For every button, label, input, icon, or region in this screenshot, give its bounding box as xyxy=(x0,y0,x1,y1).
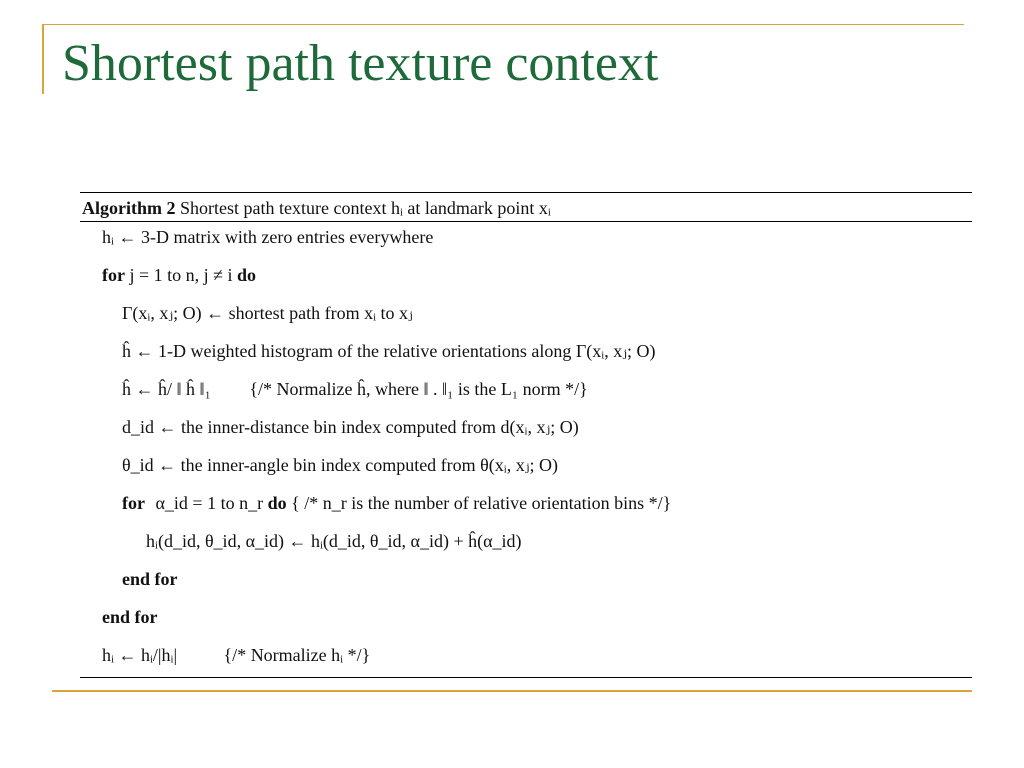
algorithm-line xyxy=(122,302,413,324)
algorithm-line xyxy=(122,568,178,590)
line-text: θ_id ← the inner-angle bin index computed from θ(xᵢ, xⱼ; O) xyxy=(122,455,558,475)
line-text: hᵢ(d_id, θ_id, α_id) ← hᵢ(d_id, θ_id, α_id) + ĥ(α_id) xyxy=(146,531,522,551)
line-text: d_id ← the inner-distance bin index computed from d(xᵢ, xⱼ; O) xyxy=(122,417,579,437)
line-comment: { /* n_r is the number of relative orientation bins */} xyxy=(291,493,672,513)
line-text: hᵢ ← 3-D matrix with zero entries everywhere xyxy=(102,227,434,247)
algorithm-line xyxy=(146,530,522,552)
algorithm-line xyxy=(122,492,671,514)
algorithm-line xyxy=(122,340,655,362)
left-accent-line xyxy=(42,24,44,94)
bottom-accent-line xyxy=(52,690,972,692)
algorithm-bottom-rule xyxy=(80,677,972,678)
algorithm-line xyxy=(122,416,579,438)
line-comment: {/* Normalize ĥ, where ‖ . ‖₁ is the L₁ norm */} xyxy=(249,379,588,399)
line-text: Γ(xᵢ, xⱼ; O) ← shortest path from xᵢ to xⱼ xyxy=(122,303,413,323)
line-keyword: end for xyxy=(122,569,178,589)
algorithm-line xyxy=(102,606,158,628)
line-keyword: for xyxy=(102,265,125,285)
slide-title: Shortest path texture context xyxy=(62,35,659,92)
algorithm-body xyxy=(80,222,972,677)
algorithm-box xyxy=(80,192,972,678)
algorithm-caption: Shortest path texture context hᵢ at landmark point xᵢ xyxy=(180,198,551,218)
algorithm-line xyxy=(102,644,370,666)
line-keyword-end: do xyxy=(267,493,287,513)
algorithm-line xyxy=(102,264,256,286)
line-text: α_id = 1 to n_r xyxy=(155,493,264,513)
line-keyword-end: do xyxy=(237,265,257,285)
line-text: hᵢ ← hᵢ/|hᵢ| xyxy=(102,645,178,665)
line-comment: {/* Normalize hᵢ */} xyxy=(223,645,371,665)
line-keyword: for xyxy=(122,493,145,513)
line-text: ĥ ← 1-D weighted histogram of the relative orientations along Γ(xᵢ, xⱼ; O) xyxy=(122,341,656,361)
line-text: j = 1 to n, j ≠ i xyxy=(129,265,233,285)
top-accent-line xyxy=(42,24,964,25)
algorithm-header xyxy=(80,193,972,221)
line-keyword: end for xyxy=(102,607,158,627)
line-text: ĥ ← ĥ/ ‖ ĥ ‖₁ xyxy=(122,379,211,399)
algorithm-line xyxy=(122,378,588,400)
algorithm-line xyxy=(122,454,558,476)
algorithm-line xyxy=(102,226,433,248)
algorithm-label: Algorithm 2 xyxy=(82,198,176,218)
